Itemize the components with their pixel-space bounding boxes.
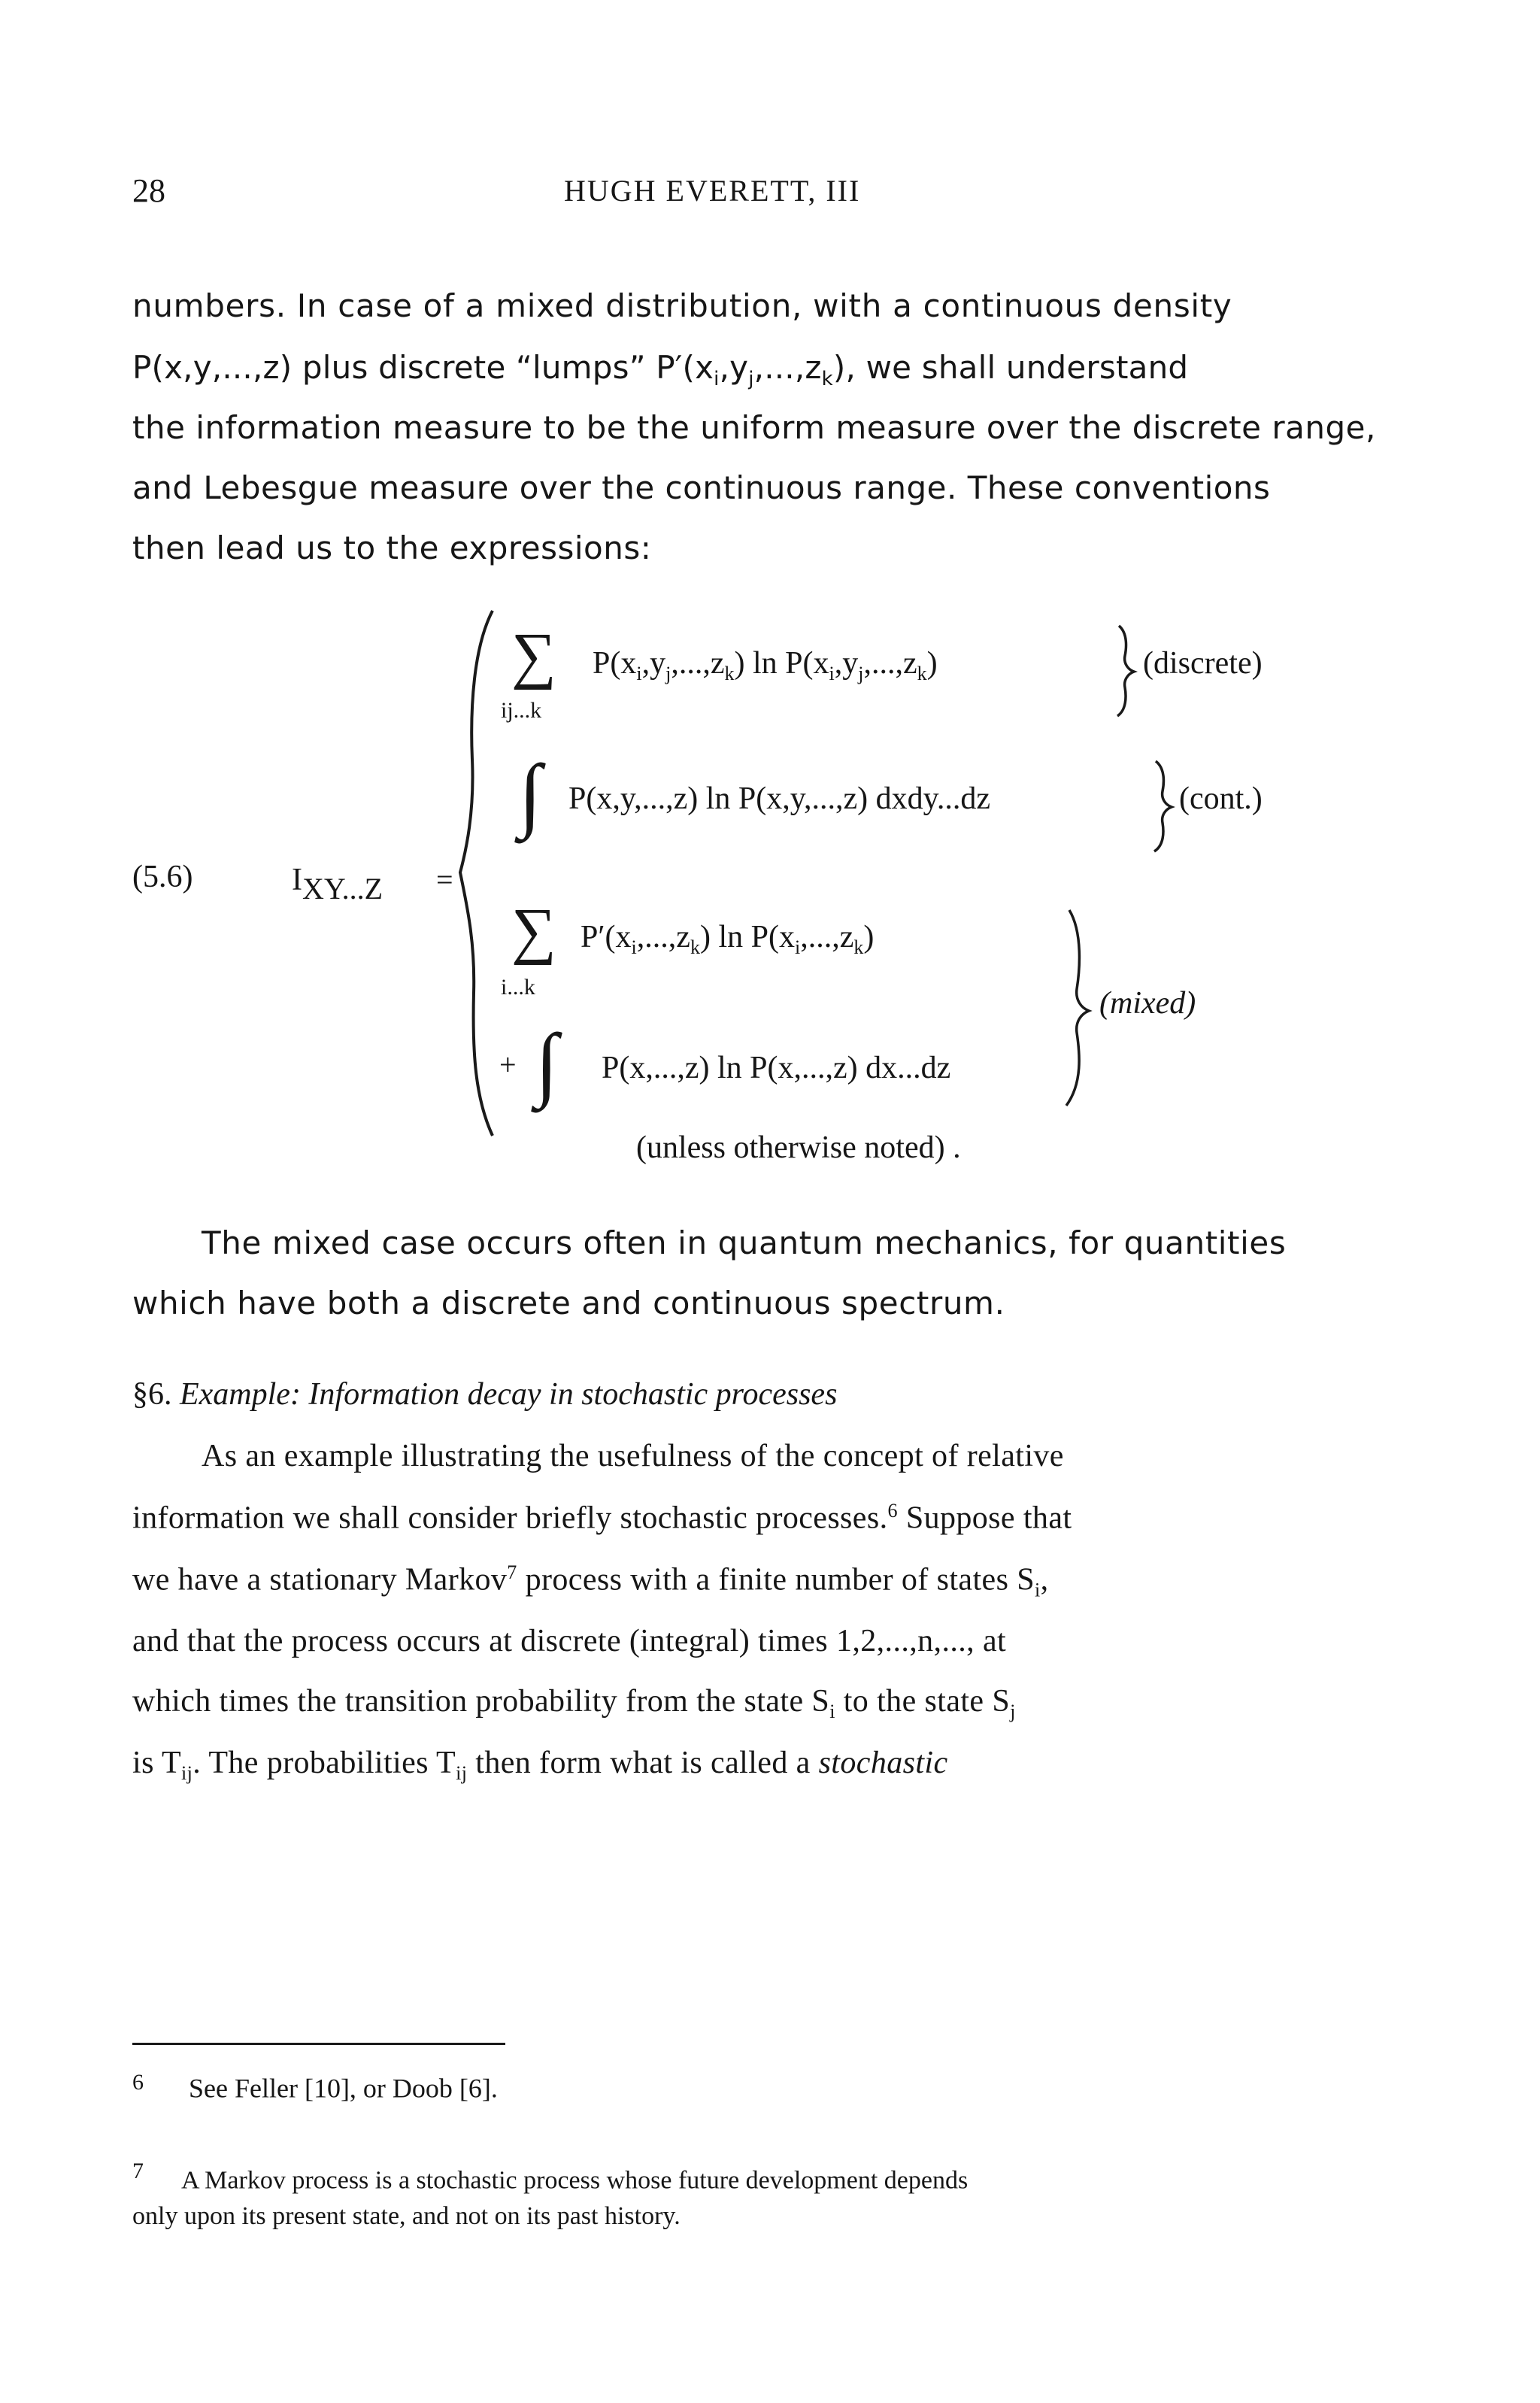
footnote-6: $^6$ See Feller [10], or Doob [6]. xyxy=(132,2070,498,2104)
footnote-mark-7: 7 xyxy=(132,2159,144,2183)
section-paragraph-line-5: which times the transition probability from the state $S_i$ to the state $S_j$ xyxy=(132,1684,1016,1723)
discrete-term: $P(x_i,y_j,...,z_k)$ $\ln P(x_i,y_j,...,z_k)$ xyxy=(593,646,938,685)
section-paragraph-line-3: we have a stationary Markov$^7$ process with a finite number of states $S_i$, xyxy=(132,1561,1049,1601)
continuous-label: (cont.) xyxy=(1179,781,1263,816)
intro-line-1: numbers. In case of a mixed distribution, with a continuous density xyxy=(132,287,1232,324)
mixed-paragraph-line-1: The mixed case occurs often in quantum mechanics, for quantities xyxy=(202,1224,1287,1261)
page-number: 28 xyxy=(132,172,165,209)
footnote-rule xyxy=(132,2043,505,2045)
equation-number: (5.6) xyxy=(132,860,193,894)
intro-line-5: then lead us to the expressions: xyxy=(132,529,652,566)
section-paragraph-line-2: information we shall consider briefly stochastic processes.$^6$ Suppose that xyxy=(132,1500,1072,1536)
continuous-brace xyxy=(1154,761,1172,851)
section-heading xyxy=(132,1376,837,1412)
discrete-brace xyxy=(1117,626,1134,716)
section-paragraph-line-4: and that the process occurs at discrete (integral) times 1,2,...,n,..., at xyxy=(132,1624,1007,1658)
continuous-term: P(x,y,...,z) ln P(x,y,...,z) dxdy...dz xyxy=(568,781,991,816)
summation-sign-mixed: ∑ xyxy=(511,896,556,966)
intro-line-4: and Lebesgue measure over the continuous range. These conventions xyxy=(132,469,1271,506)
mixed-sum-term: $P'(x_i,...,z_k)$ $\ln P(x_i,...,z_k)$ xyxy=(581,920,875,959)
section-title: Example: Information decay in stochastic processes xyxy=(180,1377,838,1412)
equation-note: (unless otherwise noted) . xyxy=(636,1130,961,1165)
section-paragraph-line-1: As an example illustrating the usefulness of the concept of relative xyxy=(202,1439,1064,1473)
mixed-paragraph-line-2: which have both a discrete and continuous spectrum. xyxy=(132,1285,1005,1321)
sum-index-mixed: i...k xyxy=(501,975,535,1000)
integral-sign-continuous: ∫ xyxy=(519,748,542,839)
sum-index-discrete: ij...k xyxy=(501,698,542,723)
intro-line-3: the information measure to be the uniform measure over the discrete range, xyxy=(132,409,1376,446)
integral-sign-mixed: ∫ xyxy=(535,1017,559,1109)
mixed-brace xyxy=(1066,910,1089,1106)
equals-sign: = xyxy=(436,863,453,897)
intro-line-2: P(x,y,...,z) plus discrete “lumps” $P'(x_i,y_j,...,z_k)$, we shall understand xyxy=(132,349,1189,391)
big-left-brace xyxy=(460,611,493,1136)
footnote-7-line-2: only upon its present state, and not on its past history. xyxy=(132,2202,681,2230)
running-title: HUGH EVERETT, III xyxy=(564,174,861,208)
mixed-integral-term: P(x,...,z) ln P(x,...,z) dx...dz xyxy=(602,1051,951,1085)
discrete-label: (discrete) xyxy=(1143,646,1263,681)
section-paragraph-line-6: is $T_{ij}$. The probabilities $T_{ij}$ then form what is called a stochastic xyxy=(132,1746,948,1785)
footnote-mark-6: 6 xyxy=(132,2070,144,2095)
footnote-7-line-1: 7 A Markov process is a stochastic process whose future development depends xyxy=(132,2159,969,2195)
summation-sign-discrete: ∑ xyxy=(511,620,556,690)
equation-lhs: IXY...Z xyxy=(292,863,383,906)
section-number: §6. xyxy=(132,1377,172,1412)
plus-sign: + xyxy=(499,1048,517,1082)
mixed-label: (mixed) xyxy=(1099,986,1196,1021)
